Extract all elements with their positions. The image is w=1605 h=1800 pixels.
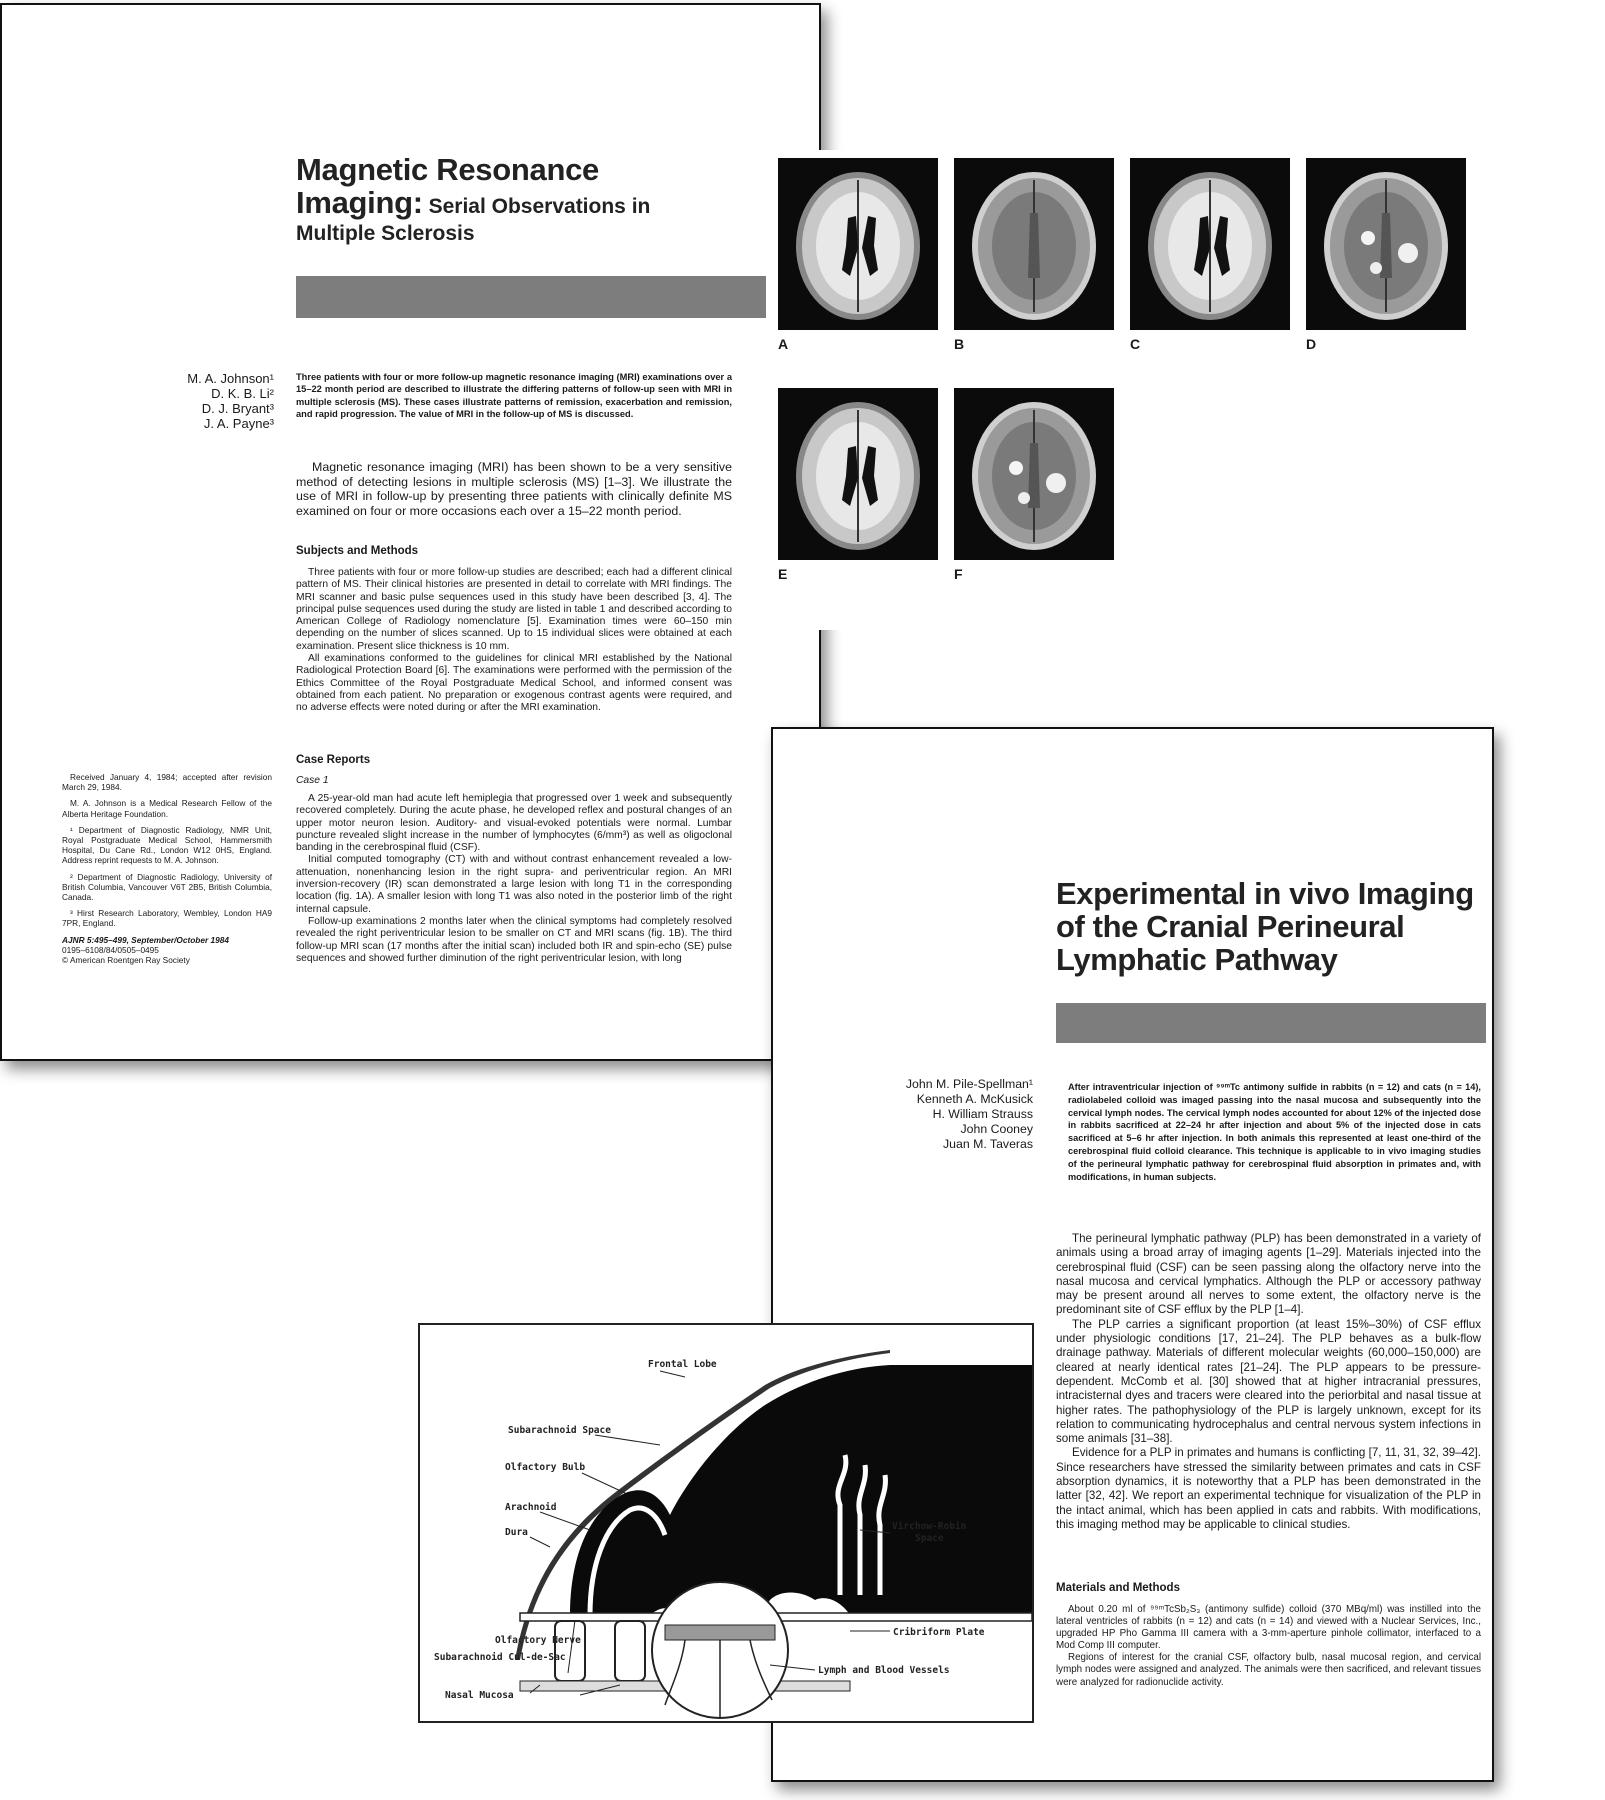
mri-panel-label: D (1306, 336, 1317, 352)
article1-intro (296, 460, 732, 518)
title-line: Lymphatic Pathway (1056, 942, 1338, 977)
author: J. A. Payne³ (203, 416, 274, 431)
body-paragraph: The PLP carries a significant proportion (at least 15%–30%) of CSF efflux under physiologic conditions [17, 21–24]. The PLP behaves as a bulk-flow drainage pathway. Materials of different molecular weights (60,000–150,000) are cleared at nearly identical rates [21–24]. The PLP appears to be pressure-dependent. McComb et al. [30] showed that at higher intracranial pressures, intracisternal dyes and tracers were cleared into the periorbital and nasal tissue at higher rates. The pathophysiology of the PLP is largely unknown, except for its relation to communicating hydrocephalus and central nervous system infections in some animals [31–38]. (1056, 1317, 1481, 1446)
label-dura: Dura (505, 1527, 528, 1538)
article1-footnotes (62, 772, 272, 965)
footnote: ² Department of Diagnostic Radiology, University of British Columbia, Vancouver V6T 2B5, British Columbia, Canada. (62, 871, 272, 903)
label-virchow-robin-space: Space (915, 1533, 944, 1544)
methods-paragraph: Three patients with four or more follow-up studies are described; each had a different clinical pattern of MS. Their clinical histories are presented in detail to correlate with MRI findings. The MRI scanner and basic pulse sequences used in this study have been described [3, 4]. The principal pulse sequences used during the study are listed in table 1 and described according to American College of Radiology nomenclature [5]. Examination times were 60–150 min depending on the number of slices scanned. Up to 15 individual slices were obtained at each examination. Present slice thickness is 10 mm. (296, 567, 732, 652)
methods-paragraph: Regions of interest for the cranial CSF, olfactory bulb, nasal mucosal region, and cervical lymph nodes were assigned and analyzed. The animals were then sacrificed, and relevant tissues were analyzed for radionuclide activity. (1056, 1652, 1481, 1688)
mri-scan-e (778, 388, 938, 560)
article1-authors (122, 371, 274, 431)
article2-body (1056, 1232, 1481, 1532)
subsection-case1: Case 1 (296, 775, 329, 786)
article2-title (1056, 877, 1476, 976)
frontal-lobe-mass (570, 1365, 1032, 1615)
mri-panel-label: C (1130, 336, 1141, 352)
title-line1: Magnetic Resonance (296, 152, 599, 187)
author: D. K. B. Li² (211, 386, 274, 401)
label-lymph-blood-vessels: Lymph and Blood Vessels (818, 1665, 950, 1676)
author: H. William Strauss (932, 1107, 1033, 1121)
case-paragraph: Follow-up examinations 2 months later when the clinical symptoms had completely resolved revealed the right periventricular lesion to be smaller on CT and MRI scans (fig. 1B). The third follow-up MRI scan (17 months after the initial scan) included both IR and spin-echo (SE) pulse sequences and showed further diminution of the right periventricular lesion, with long (296, 915, 732, 964)
perineural-pathway-diagram (418, 1323, 1034, 1723)
diagram-svg (420, 1325, 1032, 1721)
title-line2-big: Imaging: (296, 185, 423, 220)
label-subarachnoid-cul-de-sac: Subarachnoid Cul-de-Sac (434, 1652, 566, 1663)
label-virchow-robin: Virchow-Robin (892, 1521, 967, 1532)
case-paragraph: A 25-year-old man had acute left hemiplegia that progressed over 1 week and subsequently recovered completely. During the acute phase, he developed reflex and postural changes of an upper motor neuron lesion. Auditory- and visual-evoked potentials were normal. Lumbar puncture revealed slight increase in the number of lymphocytes (6/mm³) as well as oligoclonal banding in the cerebrospinal fluid (CSF). (296, 793, 732, 854)
author: M. A. Johnson¹ (187, 371, 274, 386)
label-arachnoid: Arachnoid (505, 1502, 557, 1513)
label-frontal-lobe: Frontal Lobe (648, 1359, 717, 1370)
mri-scan-f (954, 388, 1114, 560)
body-paragraph: The perineural lymphatic pathway (PLP) has been demonstrated in a variety of animals using a broad array of imaging agents [1–29]. Materials injected into the cerebrospinal fluid (CSF) can be seen passing along the olfactory nerve into the nasal mucosa and cervical lymphatics. Although the PLP or accessory pathway may be present around all nerves to some extent, the olfactory nerve is the predominant site of CSF efflux by the PLP [1–4]. (1056, 1232, 1481, 1317)
label-nasal-mucosa: Nasal Mucosa (445, 1690, 514, 1701)
mri-panel-label: A (778, 336, 789, 352)
title-line2-small: Serial Observations in (422, 195, 651, 218)
mri-figure (770, 150, 1470, 630)
mri-panel-label: F (954, 566, 963, 582)
footnote: ³ Hirst Research Laboratory, Wembley, London HA9 7PR, England. (62, 908, 272, 929)
methods-paragraph: All examinations conformed to the guidelines for clinical MRI established by the National Radiological Protection Board [6]. The examinations were performed with the permission of the Ethics Committee of the Royal Postgraduate Medical School, and informed consent was obtained from each patient. No preparation or exogenous contrast agents were required, and no adverse effects were noted during or after the MRI examination. (296, 653, 732, 714)
section-heading-methods: Subjects and Methods (296, 545, 419, 557)
title-line: Experimental in vivo Imaging (1056, 876, 1474, 911)
title-bar (1056, 1003, 1486, 1043)
body-paragraph: Evidence for a PLP in primates and humans is conflicting [7, 11, 31, 32, 39–42]. Since researchers have stressed the similarity between primates and cats in CSF absorption dynamics, it is noteworthy that a PLP has been demonstrated in the latter [32, 42]. We report an experimental technique for visualization of the PLP in the intact animal, which has been applied in cats and rabbits. With modifications, this imaging method may be applicable to clinical studies. (1056, 1446, 1481, 1531)
copyright: © American Roentgen Ray Society (62, 955, 190, 966)
case-paragraph: Initial computed tomography (CT) with and without contrast enhancement revealed a low-attenuation, nonenhancing lesion in the right supra- and periventricular region. An MRI inversion-recovery (IR) scan demonstrated a large lesion with long T1 in the corresponding location (fig. 1A). A smaller lesion with long T1 was also noted in the posterior limb of the right internal capsule. (296, 854, 732, 915)
label-olfactory-nerve: Olfactory Nerve (495, 1635, 581, 1646)
title-line3: Multiple Sclerosis (296, 222, 475, 245)
article-page-mri-ms (0, 3, 821, 1061)
mri-scan-d (1306, 158, 1466, 330)
author: John M. Pile-Spellman¹ (905, 1077, 1033, 1091)
methods-paragraph: About 0.20 ml of ⁹⁹ᵐTcSb₂S₃ (antimony sulfide) colloid (370 MBq/ml) was instilled into the lateral ventricles of rabbits (n = 12) and cats (n = 14) and viewed with a Nuclear Services, Inc., upgraded HP Pho Gamma III camera with a 3-mm-aperture pinhole collimator, interfaced to a Mod Comp III computer. (1056, 1604, 1481, 1652)
title-bar (296, 276, 766, 318)
author: John Cooney (960, 1122, 1033, 1136)
methods-body (296, 567, 732, 715)
footnote: Received January 4, 1984; accepted after revision March 29, 1984. (62, 772, 272, 793)
author: D. J. Bryant³ (201, 401, 274, 416)
mri-scan-a (778, 158, 938, 330)
label-cribriform-plate: Cribriform Plate (893, 1627, 985, 1638)
article2-authors (853, 1077, 1033, 1152)
section-heading-materials: Materials and Methods (1056, 1582, 1180, 1594)
issn: 0195–6108/84/0505–0495 (62, 944, 159, 955)
intro-paragraph: Magnetic resonance imaging (MRI) has been shown to be a very sensitive method of detecting lesions in multiple sclerosis (MS) [1–3]. We illustrate the use of MRI in follow-up by presenting three patients with clinically definite MS examined on four or more occasions each over a 15–22 month period. (296, 460, 732, 518)
article2-methods (1056, 1604, 1481, 1689)
journal-citation: AJNR 5:495–499, September/October 1984 (62, 934, 229, 945)
mri-scan-c (1130, 158, 1290, 330)
footnote: M. A. Johnson is a Medical Research Fellow of the Alberta Heritage Foundation. (62, 798, 272, 819)
mri-panel-label: B (954, 336, 965, 352)
author: Kenneth A. McKusick (916, 1092, 1033, 1106)
title-line: of the Cranial Perineural (1056, 909, 1405, 944)
footnote: ¹ Department of Diagnostic Radiology, NMR Unit, Royal Postgraduate Medical School, Hammersmith Hospital, Du Cane Rd., London W12 0HS, England. Address reprint requests to M. A. Johnson. (62, 824, 272, 866)
cases-body (296, 793, 732, 965)
mri-scan-b (954, 158, 1114, 330)
article1-title (296, 153, 756, 249)
section-heading-cases: Case Reports (296, 754, 371, 766)
article2-abstract: After intraventricular injection of ⁹⁹ᵐTc antimony sulfide in rabbits (n = 12) and cats (n = 14), radiolabeled colloid was imaged passing into the nasal mucosa and subsequently into the cervical lymph nodes. The cervical lymph nodes accounted for about 12% of the injected dose in rabbits sacrificed at 22–24 hr after injection and about 5% of the injected dose in cats sacrificed at 5–6 hr after injection. In both animals this represented at least one-third of the cerebrospinal fluid colloid clearance. This technique is applicable to in vivo imaging studies of the perineural lymphatic pathway for cerebrospinal fluid absorption in primates and, with modifications, in human subjects. (1068, 1082, 1481, 1182)
label-olfactory-bulb: Olfactory Bulb (505, 1462, 586, 1473)
author: Juan M. Taveras (943, 1137, 1033, 1151)
article1-abstract: Three patients with four or more follow-up magnetic resonance imaging (MRI) examinations over a 15–22 month period are described to illustrate the differing patterns of follow-up seen with MRI in multiple sclerosis (MS). These cases illustrate patterns of remission, exacerbation and remission, and rapid progression. The value of MRI in the follow-up of MS is discussed. (296, 372, 732, 420)
mri-panel-label: E (778, 566, 788, 582)
label-subarachnoid-space: Subarachnoid Space (508, 1425, 611, 1436)
inset-cribriform (665, 1625, 775, 1640)
